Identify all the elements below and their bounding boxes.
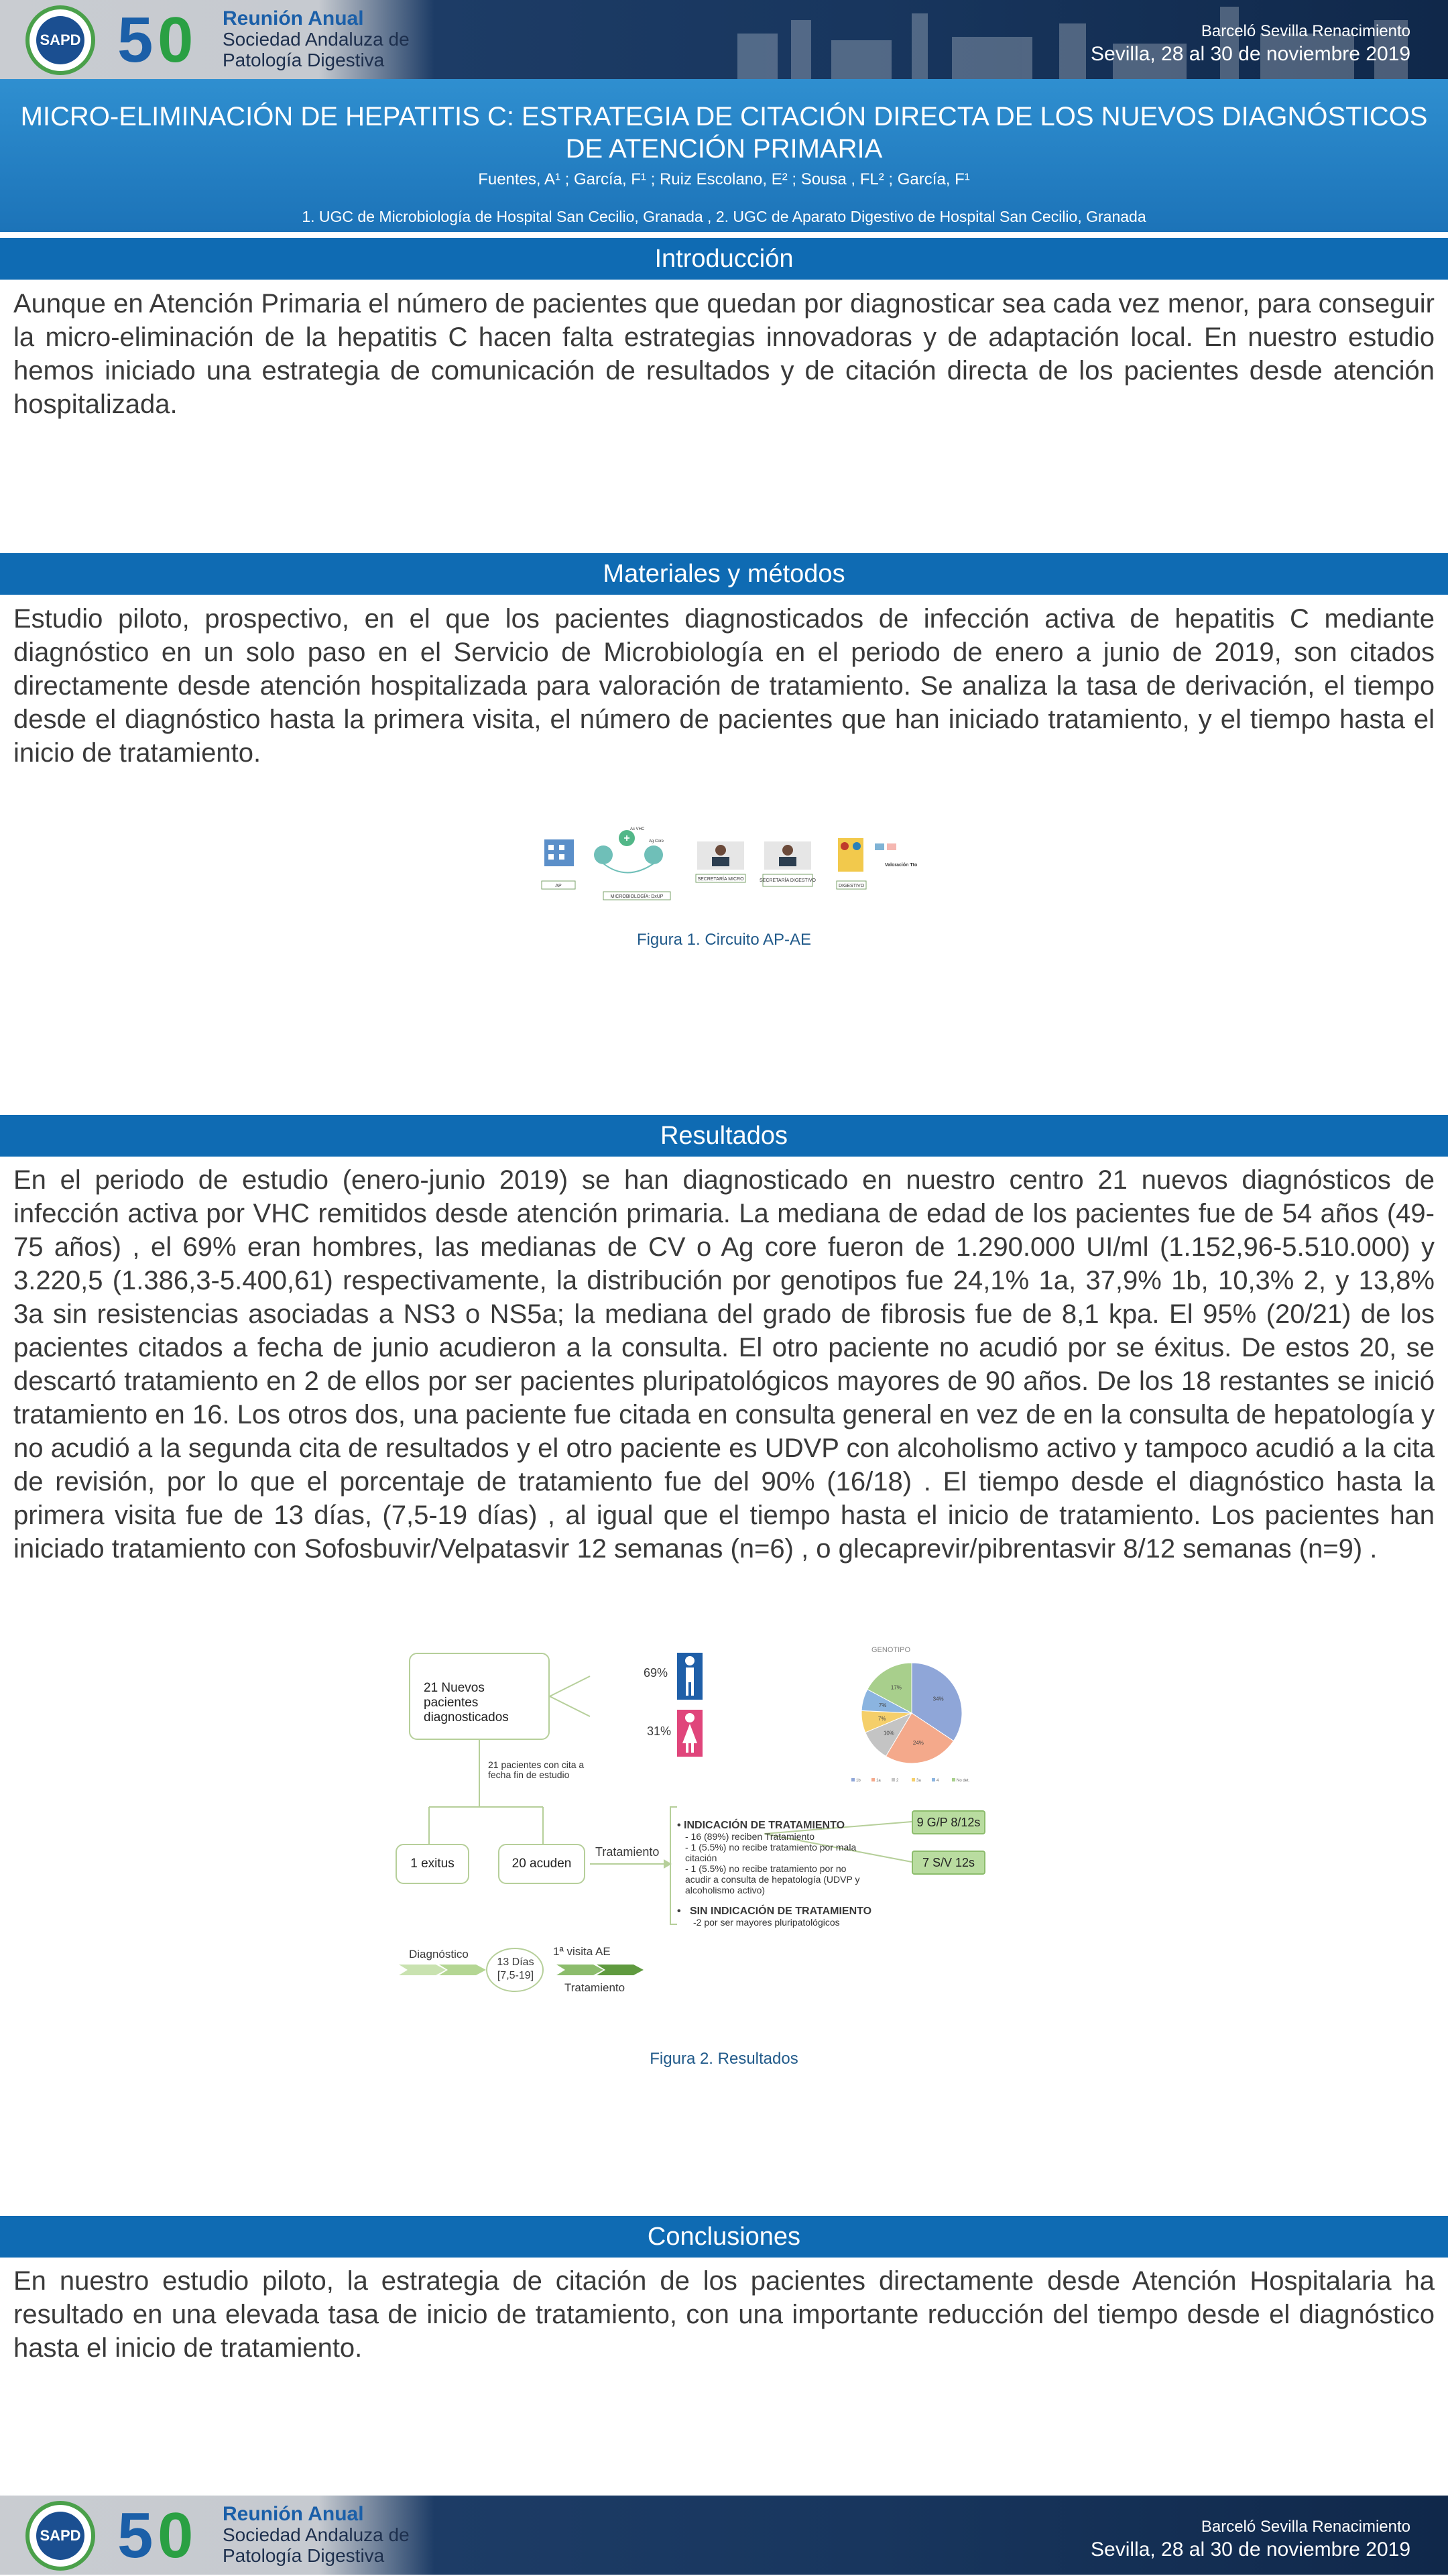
venue-dates: Sevilla, 28 al 30 de noviembre 2019	[1091, 43, 1410, 65]
results-heading: Resultados	[0, 1115, 1448, 1157]
society-footer-line-2: Sociedad Andaluza de	[223, 2524, 410, 2545]
pie-legend-swatch-3a	[912, 1778, 915, 1781]
timeline-days: 13 Días [7,5-19]	[497, 1956, 534, 1981]
pie-legend-label-3a: 3a	[916, 1779, 921, 1783]
treatment-indication-block	[677, 1820, 898, 1928]
sapd-logo-text: SAPD	[36, 16, 84, 64]
female-icon	[677, 1710, 703, 1757]
timeline-first-visit: 1ª visita AE	[553, 1945, 611, 1958]
fig1-label-sec-dig: SECRETARÍA DIGESTIVO	[760, 878, 816, 883]
pie-legend-label-No det.: No det.	[957, 1779, 970, 1783]
anniversary-50-logo: 5 0	[117, 4, 194, 76]
figure-2-results	[389, 1646, 1059, 2008]
pie-legend-label-1a: 1a	[876, 1779, 881, 1783]
gp-treatment-box: 9 G/P 8/12s	[912, 1810, 985, 1834]
venue-info	[1091, 20, 1410, 66]
intro-heading: Introducción	[0, 238, 1448, 280]
pie-label-2: 10%	[883, 1730, 894, 1737]
pie-label-No det.: 17%	[890, 1684, 902, 1691]
fig1-label-sec-micro: SECRETARÍA MICRO	[697, 877, 744, 882]
sapd-logo-footer	[25, 2501, 95, 2571]
women-percent: 31%	[647, 1724, 672, 1738]
pie-legend-label-4: 4	[937, 1779, 939, 1783]
pie-label-3a: 7%	[878, 1715, 886, 1722]
new-patients-box: 21 Nuevos pacientes diagnosticados	[409, 1653, 550, 1740]
venue-dates-footer: Sevilla, 28 al 30 de noviembre 2019	[1091, 2538, 1410, 2561]
intro-text: Aunque en Atención Primaria el número de pacientes que quedan por diagnosticar sea cada vez menor, para conseguir la micro-eliminación de la hepatitis C hacen falta estrategias innovadoras y de adaptación local. En nuestro estudio hemos iniciado una estrategia de comunicación de resultados y de citación directa de los pacientes desde atención hospitalizada.	[13, 289, 1435, 419]
anniversary-50-logo-footer: 5 0	[117, 2500, 194, 2571]
conclusions-text: En nuestro estudio piloto, la estrategia de citación de los pacientes directamente desde Atención Hospitalaria ha resultado en una elevada tasa de inicio de tratamiento, con una importante reducción del tiempo desde el diagnóstico hasta el inicio de tratamiento.	[13, 2266, 1435, 2363]
figure-1-caption: Figura 1. Circuito AP-AE	[636, 931, 812, 949]
pie-label-1b: 34%	[932, 1696, 944, 1702]
doctors-icon	[838, 838, 863, 872]
pie-legend-label-1b: 1b	[856, 1779, 861, 1783]
society-line-1: Reunión Anual	[223, 7, 364, 30]
pie-legend-swatch-4	[932, 1778, 935, 1781]
treatment-arrow-label: Tratamiento	[595, 1845, 660, 1859]
timeline-treatment: Tratamiento	[564, 1981, 625, 1994]
society-line-2: Sociedad Andaluza de	[223, 29, 410, 50]
pie-title: GENOTIPO	[871, 1646, 911, 1654]
pie-label-4: 7%	[878, 1702, 887, 1709]
euro-circle-icon	[644, 845, 663, 864]
attended-box: 20 acuden	[498, 1844, 585, 1884]
indication-item-2: - 1 (5.5%) no recibe tratamiento por mala citación	[685, 1842, 857, 1863]
micro-circle-icon	[594, 845, 613, 864]
pie-label-1a: 24%	[912, 1739, 924, 1746]
footer-banner	[0, 2496, 1448, 2575]
results-text: En el periodo de estudio (enero-junio 2019) se han diagnosticado en nuestro centro 21 nuevos diagnósticos de infección activa por VHC remitidos desde atención primaria. La mediana de edad de los pacientes fue de 54 años (49-75 años) , el 69% eran hombres, las medianas de CV o Ag core fueron de 1.290.000 UI/ml (1.152,96-5.510.000) y 3.220,5 (1.386,3-5.400,61) respectivamente, la distribución por genotipos fue 24,1% 1a, 37,9% 1b, 10,3% 2, y 13,8% 3a sin resistencias asociadas a NS3 o NS5a; la mediana del grado de fibrosis fue de 8,1 kpa. El 95% (20/21) de los pacientes citados a fecha de junio acudieron a la consulta. El otro paciente no acudió por se éxitus. De estos 20, se descartó tratamiento en 2 de ellos por ser pacientes pluripatológicos mayores de 90 años. De los 18 restantes se inició tratamiento en 16. Los otros dos, una paciente fue citada en consulta general en vez de en la consulta de hepatología y no acudió a la segunda cita de resultados y el otro paciente es UDVP con alcoholismo activo y tampoco acudió a la cita de revisión, por lo que el porcentaje de tratamiento fue del 90% (16/18) . El tiempo desde el diagnóstico hasta la primera visita fue de 13 días, (7,5-19 días) , al igual que el tiempo hasta el inicio de tratamiento. Los pacientes han iniciado tratamiento con Sofosbuvir/Velpatasvir 12 semanas (n=6) , o glecaprevir/pibrentasvir 8/12 semanas (n=9) .	[13, 1165, 1435, 1564]
fig1-small-acvhc: Ac VHC	[630, 827, 645, 831]
cited-patients-note: 21 pacientes con cita a fecha fin de estudio	[488, 1759, 585, 1780]
methods-heading: Materiales y métodos	[0, 553, 1448, 595]
methods-text: Estudio piloto, prospectivo, en el que los pacientes diagnosticados de infección activa de hepatitis C mediante diagnóstico en un solo paso en el Servicio de Microbiología en el periodo de enero a junio de 2019, son citados directamente desde atención hospitalizada para valoración de tratamiento. Se analiza la tasa de derivación, el tiempo desde el diagnóstico hasta la primera visita, el número de pacientes que han iniciado tratamiento, y el tiempo hasta el inicio de tratamiento.	[13, 604, 1435, 768]
society-name	[223, 8, 410, 70]
society-footer-line-1: Reunión Anual	[223, 2503, 364, 2525]
header-banner	[0, 0, 1448, 79]
fig1-label-ap: AP	[555, 884, 562, 888]
genotype-pie-chart	[845, 1656, 979, 1790]
men-percent: 69%	[644, 1666, 668, 1680]
fig1-small-agcore: Ag Core	[649, 839, 664, 843]
indication-item-3: - 1 (5.5%) no recibe tratamiento por no acudir a consulta de hepatología (UDVP y alcoholismo activo)	[685, 1863, 860, 1895]
conclusions-heading: Conclusiones	[0, 2216, 1448, 2258]
exitus-box: 1 exitus	[396, 1844, 469, 1884]
title-block	[0, 79, 1448, 232]
male-icon	[677, 1653, 703, 1700]
figure-2-caption: Figura 2. Resultados	[650, 2050, 798, 2068]
timeline-diagnosis: Diagnóstico	[409, 1948, 469, 1960]
sapd-logo-footer-text: SAPD	[36, 2512, 84, 2560]
society-name-footer	[223, 2504, 410, 2566]
society-line-3: Patología Digestiva	[223, 50, 385, 70]
pie-legend-swatch-1b	[851, 1778, 855, 1781]
venue-name: Barceló Sevilla Renacimiento	[1201, 22, 1410, 40]
no-indication-title: • SIN INDICACIÓN DE TRATAMIENTO	[677, 1906, 872, 1917]
sapd-logo	[25, 5, 95, 75]
poster-title: MICRO-ELIMINACIÓN DE HEPATITIS C: ESTRATEGIA DE CITACIÓN DIRECTA DE LOS NUEVOS DIAGNÓSTICOS DE ATENCIÓN PRIMARIA	[20, 102, 1428, 164]
no-indication-item: -2 por ser mayores pluripatológicos	[693, 1917, 840, 1928]
affiliations: 1. UGC de Microbiología de Hospital San Cecilio, Granada , 2. UGC de Aparato Digestivo de Hospital San Cecilio, Granada	[302, 208, 1146, 225]
pie-legend-swatch-2	[892, 1778, 895, 1781]
venue-name-footer: Barceló Sevilla Renacimiento	[1201, 2518, 1410, 2536]
indication-item-1: - 16 (89%) reciben Tratamiento	[685, 1831, 814, 1842]
venue-info-footer	[1091, 2516, 1410, 2561]
fig1-label-tto: Valoración Tto	[885, 863, 918, 868]
fig1-label-dig: DIGESTIVO	[838, 884, 865, 888]
society-footer-line-3: Patología Digestiva	[223, 2545, 385, 2566]
fig1-label-micro: MICROBIOLOGÍA: DxUP	[610, 894, 664, 899]
indication-title: • INDICACIÓN DE TRATAMIENTO	[677, 1820, 845, 1831]
pills-icon	[875, 843, 896, 850]
svg-text:+: +	[623, 833, 630, 844]
pie-legend-swatch-1a	[871, 1778, 875, 1781]
pie-legend-label-2: 2	[896, 1779, 899, 1783]
pie-legend-swatch-No det.	[952, 1778, 955, 1781]
hospital-icon	[544, 839, 574, 866]
authors: Fuentes, A¹ ; García, F¹ ; Ruiz Escolano, E² ; Sousa , FL² ; García, F¹	[478, 170, 970, 188]
sv-treatment-box: 7 S/V 12s	[912, 1851, 985, 1875]
figure-1-circuit	[536, 825, 918, 905]
